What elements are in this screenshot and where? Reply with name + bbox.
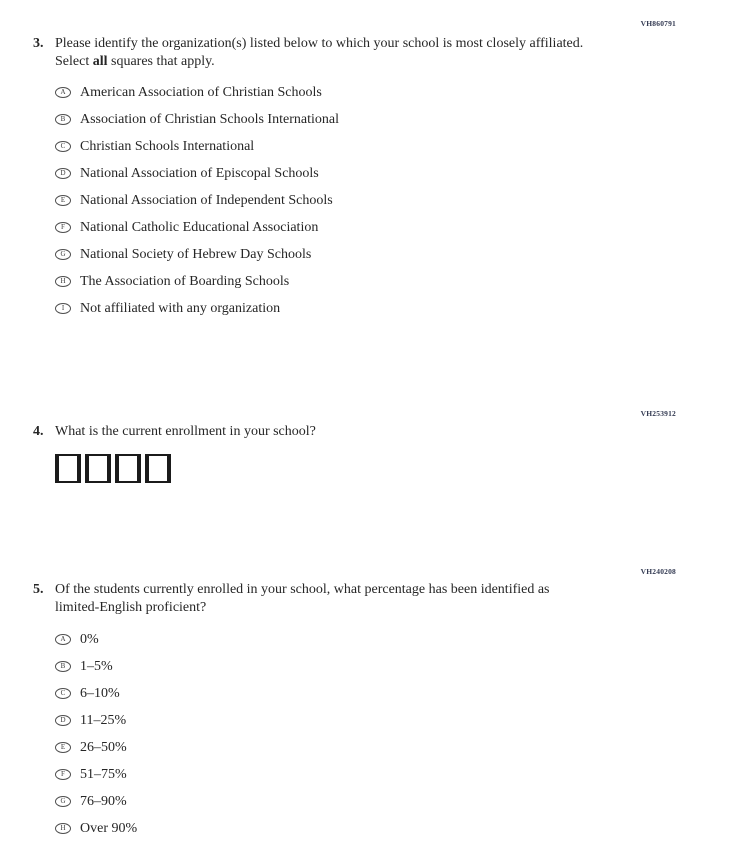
option-bubble-i[interactable]: I <box>55 303 71 314</box>
question-3-number: 3. <box>33 36 44 51</box>
enrollment-digit-box-3[interactable] <box>115 454 141 483</box>
question-5-text: Of the students currently enrolled in your school, what percentage has been identified as limited-English proficient? <box>55 582 550 615</box>
question-4-number: 4. <box>33 424 44 439</box>
option-bubble-f[interactable]: F <box>55 769 71 780</box>
option-bubble-f[interactable]: F <box>55 222 71 233</box>
option-label: 1–5% <box>80 658 113 674</box>
option-label: 51–75% <box>80 766 127 782</box>
option-label: The Association of Boarding Schools <box>80 273 290 289</box>
option-bubble-b[interactable]: B <box>55 114 71 125</box>
option-label: 6–10% <box>80 685 120 701</box>
option-bubble-a[interactable]: A <box>55 87 71 98</box>
option-row <box>55 214 585 241</box>
enrollment-digit-box-4[interactable] <box>145 454 171 483</box>
option-bubble-c[interactable]: C <box>55 688 71 699</box>
option-bubble-g[interactable]: G <box>55 249 71 260</box>
option-row <box>55 761 585 788</box>
option-label: 76–90% <box>80 793 127 809</box>
option-row <box>55 734 585 761</box>
option-row <box>55 79 585 106</box>
option-bubble-g[interactable]: G <box>55 796 71 807</box>
option-row <box>55 133 585 160</box>
option-label: Over 90% <box>80 820 138 836</box>
option-row <box>55 707 585 734</box>
option-row <box>55 187 585 214</box>
option-row <box>55 160 585 187</box>
option-row <box>55 241 585 268</box>
option-label: National Association of Independent Schools <box>80 192 333 208</box>
accession-code-q3: VH860791 <box>640 19 676 28</box>
option-label: 26–50% <box>80 739 127 755</box>
option-bubble-a[interactable]: A <box>55 634 71 645</box>
enrollment-digit-entry <box>55 454 316 483</box>
question-5-options <box>55 626 585 842</box>
option-row <box>55 268 585 295</box>
option-label: 0% <box>80 631 99 647</box>
enrollment-digit-box-1[interactable] <box>55 454 81 483</box>
option-label: Association of Christian Schools International <box>80 111 339 127</box>
option-row <box>55 788 585 815</box>
option-row <box>55 295 585 322</box>
question-5 <box>33 581 585 842</box>
question-5-number: 5. <box>33 582 44 597</box>
option-bubble-d[interactable]: D <box>55 168 71 179</box>
option-bubble-e[interactable]: E <box>55 742 71 753</box>
question-4 <box>33 423 316 483</box>
option-label: National Society of Hebrew Day Schools <box>80 246 312 262</box>
enrollment-digit-box-2[interactable] <box>85 454 111 483</box>
question-4-text: What is the current enrollment in your school? <box>55 424 316 439</box>
option-bubble-b[interactable]: B <box>55 661 71 672</box>
option-label: Not affiliated with any organization <box>80 300 281 316</box>
question-3 <box>33 35 585 322</box>
option-bubble-c[interactable]: C <box>55 141 71 152</box>
option-label: National Catholic Educational Association <box>80 219 319 235</box>
option-label: National Association of Episcopal Schools <box>80 165 319 181</box>
option-row <box>55 106 585 133</box>
option-label: 11–25% <box>80 712 127 728</box>
option-row <box>55 815 585 842</box>
option-row <box>55 626 585 653</box>
accession-code-q5: VH240208 <box>640 567 676 576</box>
option-label: American Association of Christian Schools <box>80 84 322 100</box>
question-3-options <box>55 79 585 322</box>
option-bubble-e[interactable]: E <box>55 195 71 206</box>
option-row <box>55 680 585 707</box>
option-label: Christian Schools International <box>80 138 255 154</box>
option-bubble-h[interactable]: H <box>55 276 71 287</box>
option-bubble-h[interactable]: H <box>55 823 71 834</box>
question-3-text-end: squares that apply. <box>107 53 215 69</box>
option-bubble-d[interactable]: D <box>55 715 71 726</box>
question-3-text-bold: all <box>92 53 108 69</box>
option-row <box>55 653 585 680</box>
accession-code-q4: VH253912 <box>640 409 676 418</box>
question-3-text <box>55 35 585 70</box>
question-3-text-start: Please identify the organization(s) listed below to which your school is most closely affiliated. Select <box>55 36 584 69</box>
